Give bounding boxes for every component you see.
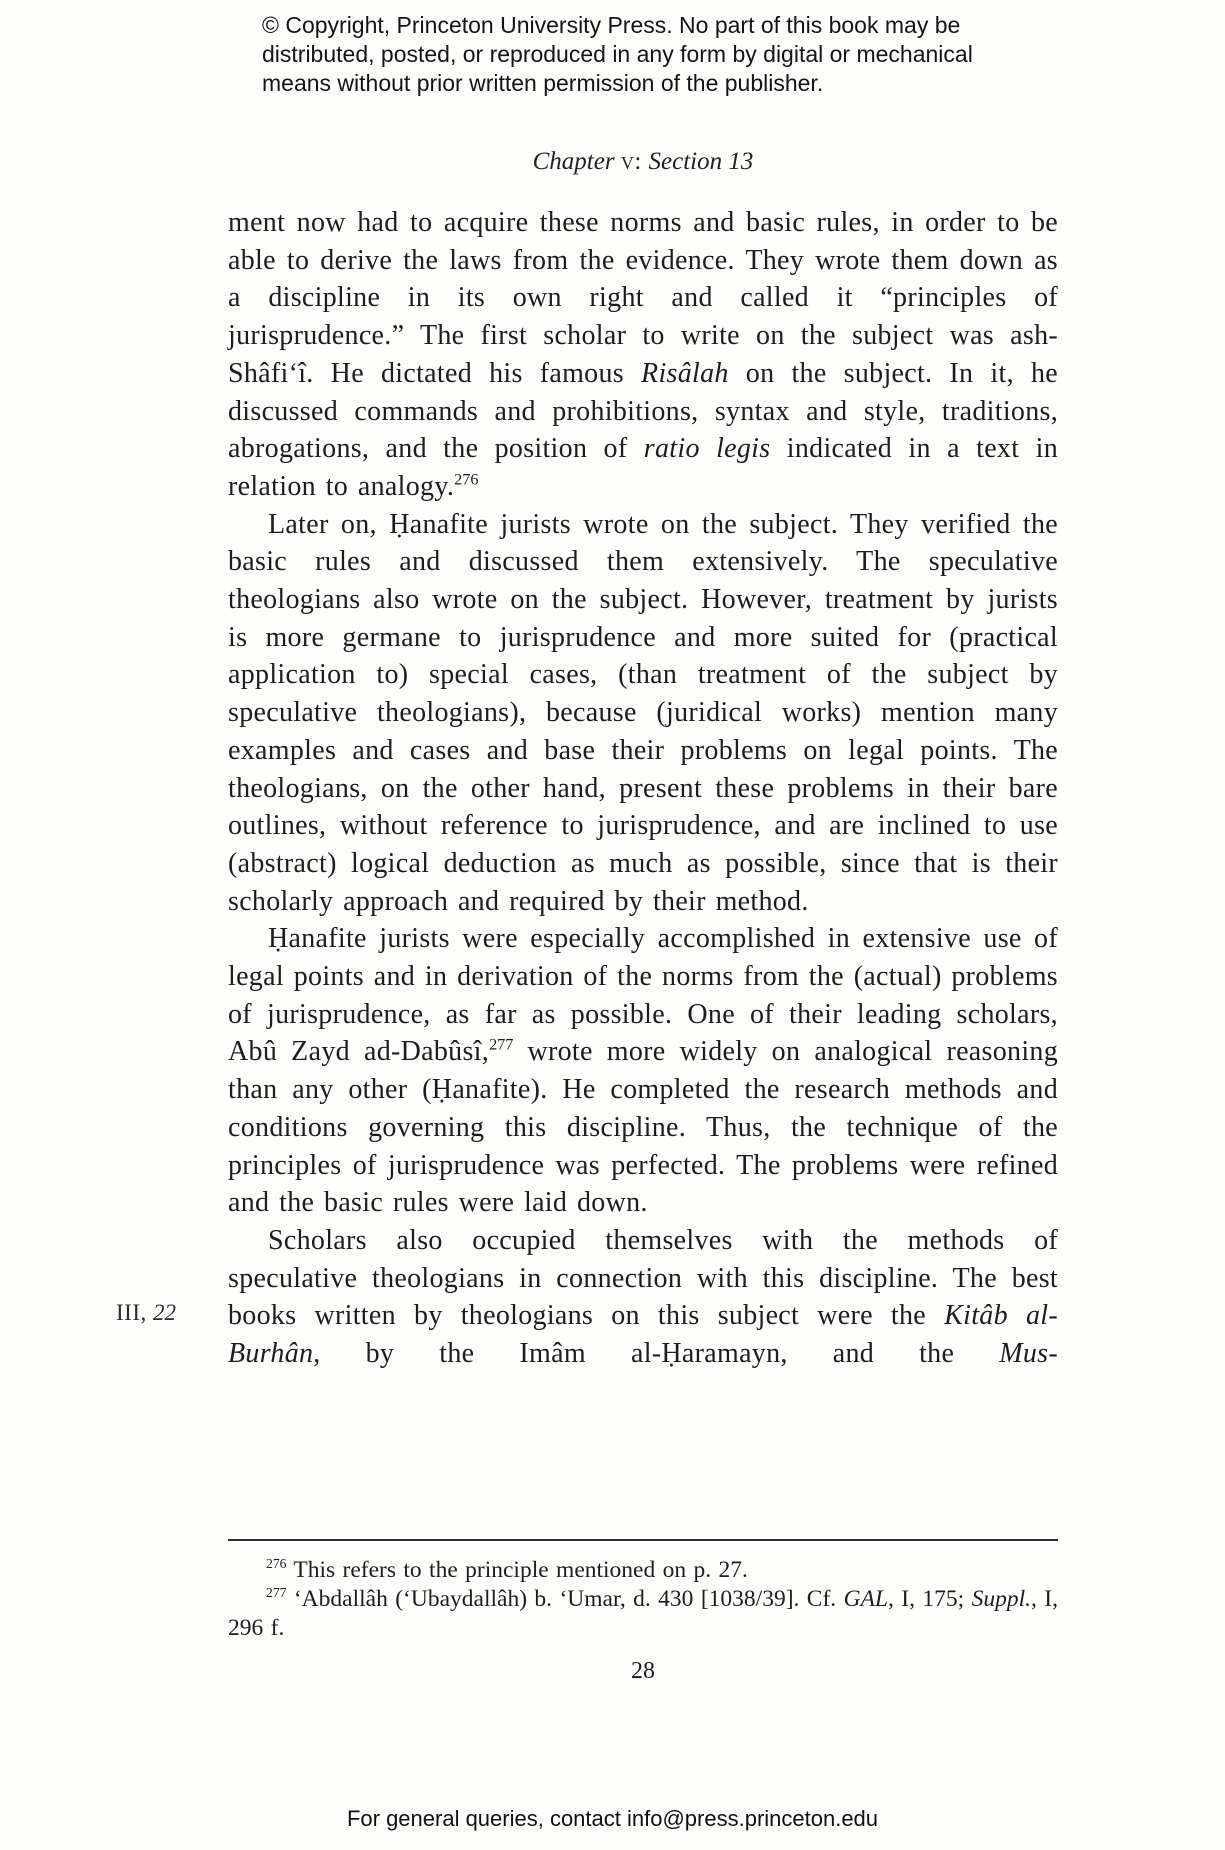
page-number: 28 (631, 1658, 655, 1684)
copyright-line: means without prior written permission of the publisher. (262, 70, 824, 96)
paragraph: ment now had to acquire these norms and basic rules, in order to be able to derive the laws from the evidence. They wrote them down as a discipline in its own right and called it “principles of jurisprudence.” The first scholar to write on the subject was ash-Shâfi‘î. He dictated his famous Risâlah on the subject. In it, he discussed commands and prohibitions, syntax and style, traditions, abrogations, and the position of ratio legis indicated in a text in relation to analogy.$^{276}$ (228, 207, 1059, 502)
footnote: $^{276}$ This refers to the principle mentioned on p. 27. (266, 1556, 748, 1583)
paragraph: Ḥanafite jurists were especially accomplished in extensive use of legal points and in derivation of the norms from the (actual) problems of jurisprudence, as far as possible. One of their leading scholars, Abû Zayd ad-Dabûsî,$^{277}$ wrote more widely on analogical reasoning than any other (Ḥanafite). He completed the research methods and conditions governing this discipline. Thus, the technique of the principles of jurisprudence was perfected. The problems were refined and the basic rules were laid down. (228, 923, 1058, 1219)
footnote: $^{277}$ ‘Abdallâh (‘Ubaydallâh) b. ‘Umar, d. 430 [1038/39]. Cf. GAL, I, 175; Suppl., I, 296 f. (228, 1585, 1059, 1641)
chapter-heading: Chapter v: Section 13 (532, 148, 754, 175)
paragraph: Later on, Ḥanafite jurists wrote on the subject. They verified the basic rules and discussed them extensively. The speculative theologians also wrote on the subject. However, treatment by jurists is more germane to jurisprudence and more suited for (practical application to) special cases, (than treatment of the subject by speculative theologians), because (juridical works) mention many examples and cases and base their problems on legal points. The theologians, on the other hand, present these problems in their bare outlines, without reference to jurisprudence, and are inclined to use (abstract) logical deduction as much as possible, since that is their scholarly approach and required by their method. (228, 508, 1058, 917)
body-text (228, 204, 1058, 1373)
copyright-notice (262, 11, 973, 98)
footnote-separator-rule (228, 1539, 1058, 1541)
paragraph: Scholars also occupied themselves with the methods of speculative theologians in connection with this discipline. The best books written by theologians on this subject were the Kitâb al-Burhân, by the Imâm al-Ḥaramayn, and the Mus- (228, 1224, 1058, 1370)
copyright-line: © Copyright, Princeton University Press. No part of this book may be (262, 12, 961, 38)
copyright-line: distributed, posted, or reproduced in any form by digital or mechanical (262, 41, 973, 67)
footer-queries-line: For general queries, contact info@press.princeton.edu (346, 1806, 879, 1831)
footnotes (228, 1556, 1058, 1643)
margin-note: III, 22 (116, 1300, 176, 1325)
